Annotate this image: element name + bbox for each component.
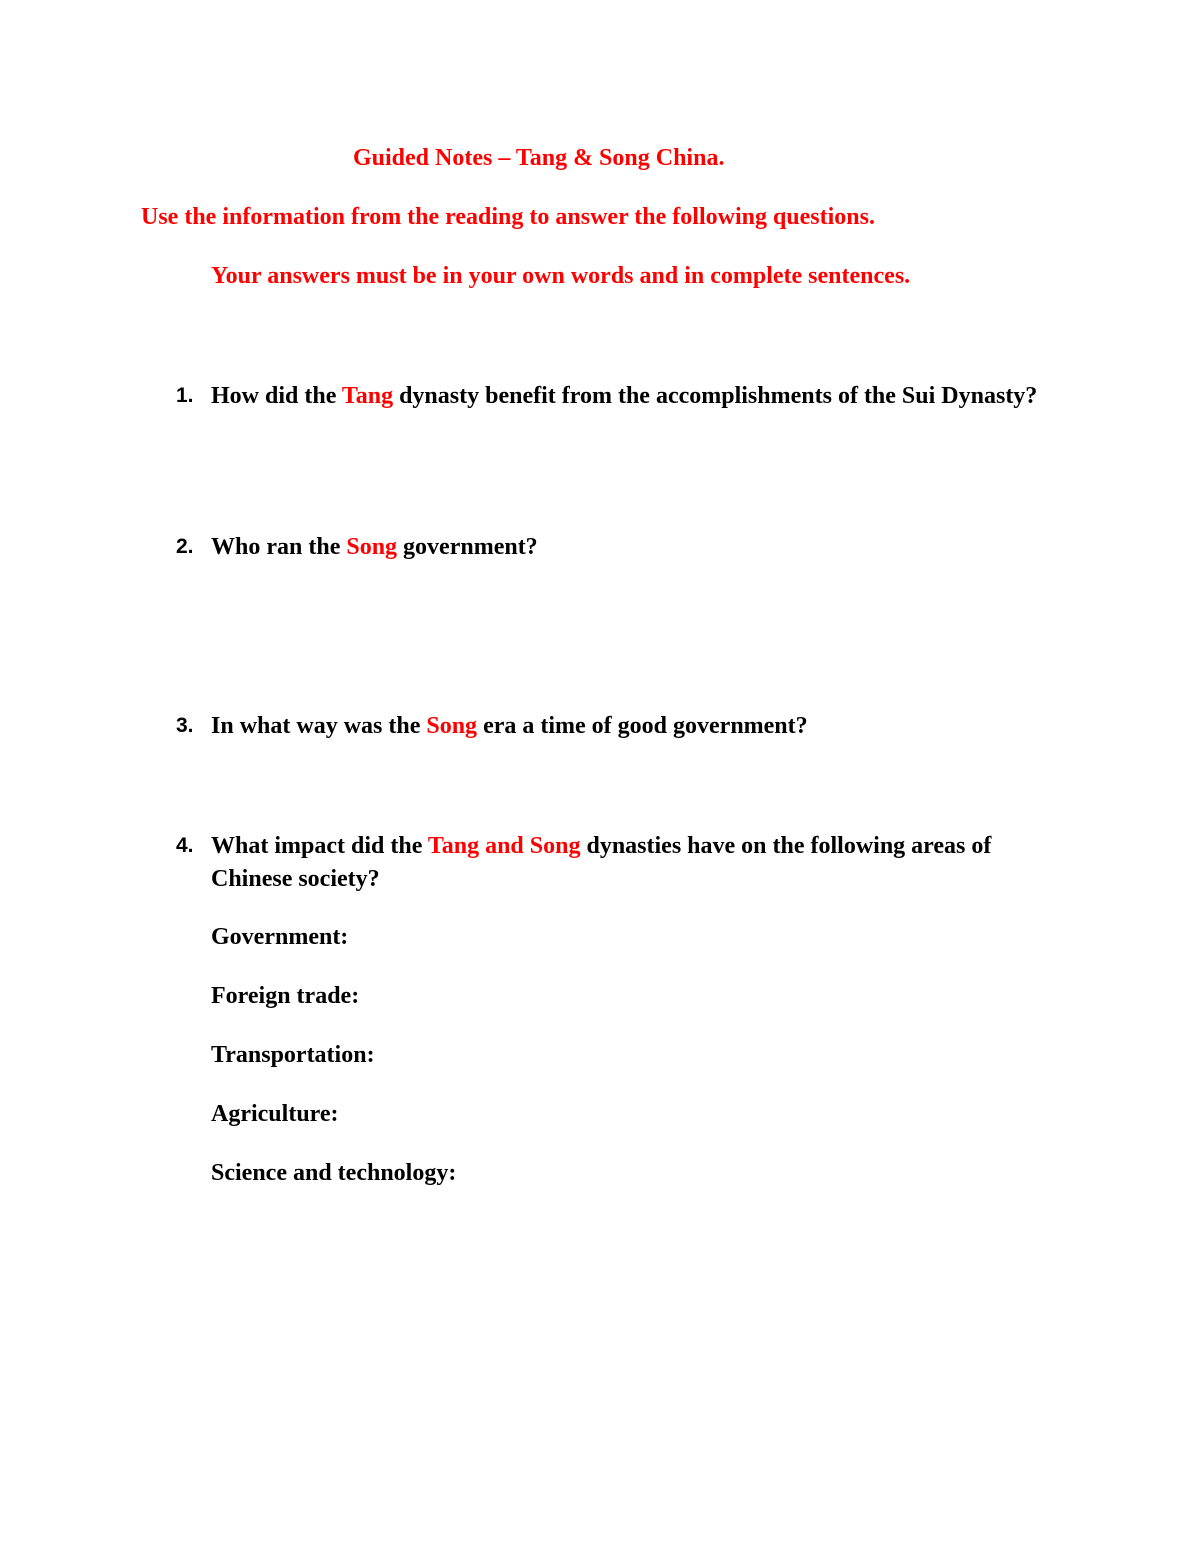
question-4-highlight: Tang and Song [427,833,581,859]
question-3 [211,710,1071,743]
question-1-text-end: dynasty benefit from the accomplishments of the Sui Dynasty? [393,383,1038,409]
question-1-text-start: How did the [211,383,342,409]
question-2-highlight: Song [346,534,398,560]
question-2-text-end: government? [397,534,538,560]
instruction-own-words: Your answers must be in your own words and in complete sentences. [211,263,911,289]
area-foreign-trade: Foreign trade: [211,983,360,1009]
question-4 [211,830,1031,896]
question-3-text-end: era a time of good government? [477,713,808,739]
area-science-technology: Science and technology: [211,1160,457,1186]
question-3-text-start: In what way was the [211,713,427,739]
question-1 [211,380,1071,413]
question-2-text-start: Who ran the [211,534,347,560]
instruction-reading: Use the information from the reading to answer the following questions. [141,204,875,230]
question-3-number: 3. [176,714,194,737]
area-transportation: Transportation: [211,1042,375,1068]
question-1-number: 1. [176,384,194,407]
question-2-number: 2. [176,535,194,558]
question-1-highlight: Tang [341,383,394,409]
question-4-number: 4. [176,834,194,857]
question-4-text-end: dynasties have on the following areas of Chinese society? [211,833,992,892]
question-2 [211,531,1071,564]
question-3-highlight: Song [426,713,478,739]
area-government: Government: [211,924,349,950]
page-title: Guided Notes – Tang & Song China. [353,145,725,171]
area-agriculture: Agriculture: [211,1101,339,1127]
question-4-text-start: What impact did the [211,833,428,859]
